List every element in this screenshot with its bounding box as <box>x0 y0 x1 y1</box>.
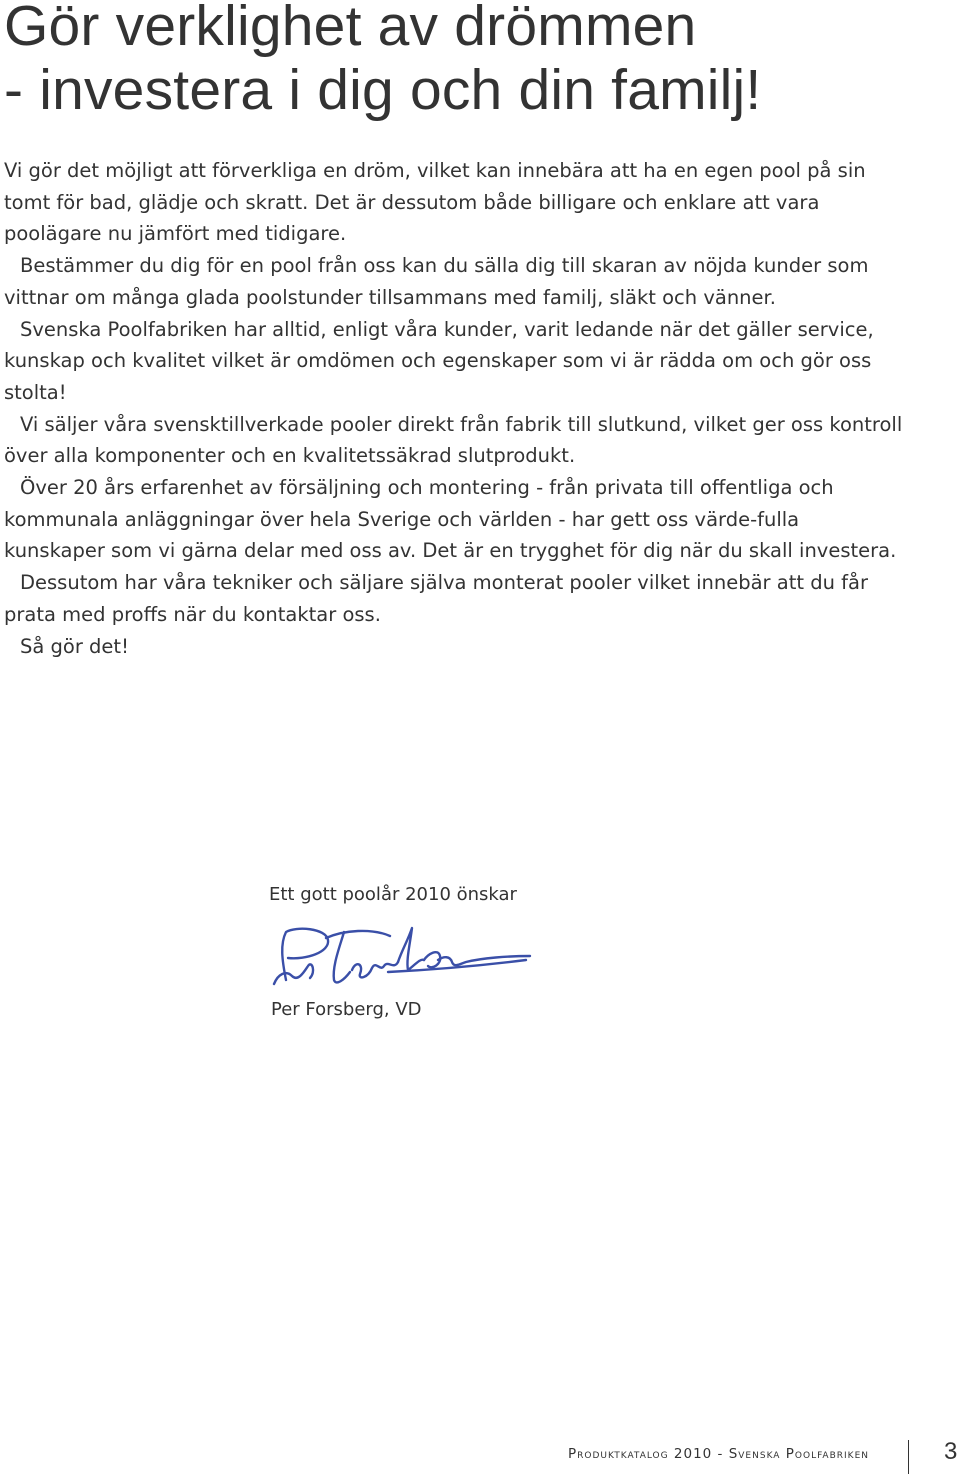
paragraph-customers: Bestämmer du dig för en pool från oss kan du sälla dig till skaran av nöjda kunder som vittnar om många glada poolstunder tillsammans med familj, släkt och vänner. <box>4 254 869 309</box>
handwritten-signature <box>268 920 538 1000</box>
paragraph-reputation: Svenska Poolfabriken har alltid, enligt våra kunder, varit ledande när det gäller service, kunskap och kvalitet vilket är omdömen och egenskaper som vi är rädda om och gör oss stolta! <box>4 317 874 404</box>
paragraph-intro: Vi gör det möjligt att förverkliga en dröm, vilket kan innebära att ha en egen pool på sin tomt för bad, glädje och skratt. Det är dessutom både billigare och enklare att vara poolägare nu jämfört med tidigare. <box>4 159 866 246</box>
paragraph-technicians: Dessutom har våra tekniker och säljare själva monterat pooler vilket innebär att du får prata med proffs när du kontaktar oss. <box>4 571 868 626</box>
paragraph-experience: Över 20 års erfarenhet av försäljning och montering - från privata till offentliga och kommunala anläggningar över hela Sverige och världen - har gett oss värde-fulla kunskaper som vi gärna delar med oss av. Det är en trygghet för dig när du skall investera. <box>4 476 897 563</box>
page-headline <box>4 0 761 122</box>
headline-line-2: - investera i dig och din familj! <box>4 58 762 122</box>
body-text <box>4 155 904 662</box>
footer-label: Produktkatalog 2010 - Svenska Poolfabriken <box>568 1446 869 1462</box>
headline-line-1: Gör verklighet av drömmen <box>4 0 697 58</box>
closing-greeting: Ett gott poolår 2010 önskar <box>269 884 517 905</box>
page-number: 3 <box>944 1438 958 1465</box>
paragraph-call-to-action: Så gör det! <box>20 634 129 658</box>
footer-divider <box>908 1440 909 1474</box>
signer-name: Per Forsberg, VD <box>271 999 422 1020</box>
paragraph-direct-sales: Vi säljer våra svensktillverkade pooler direkt från fabrik till slutkund, vilket ger oss kontroll över alla komponenter och en kvalitetssäkrad slutprodukt. <box>4 412 903 468</box>
